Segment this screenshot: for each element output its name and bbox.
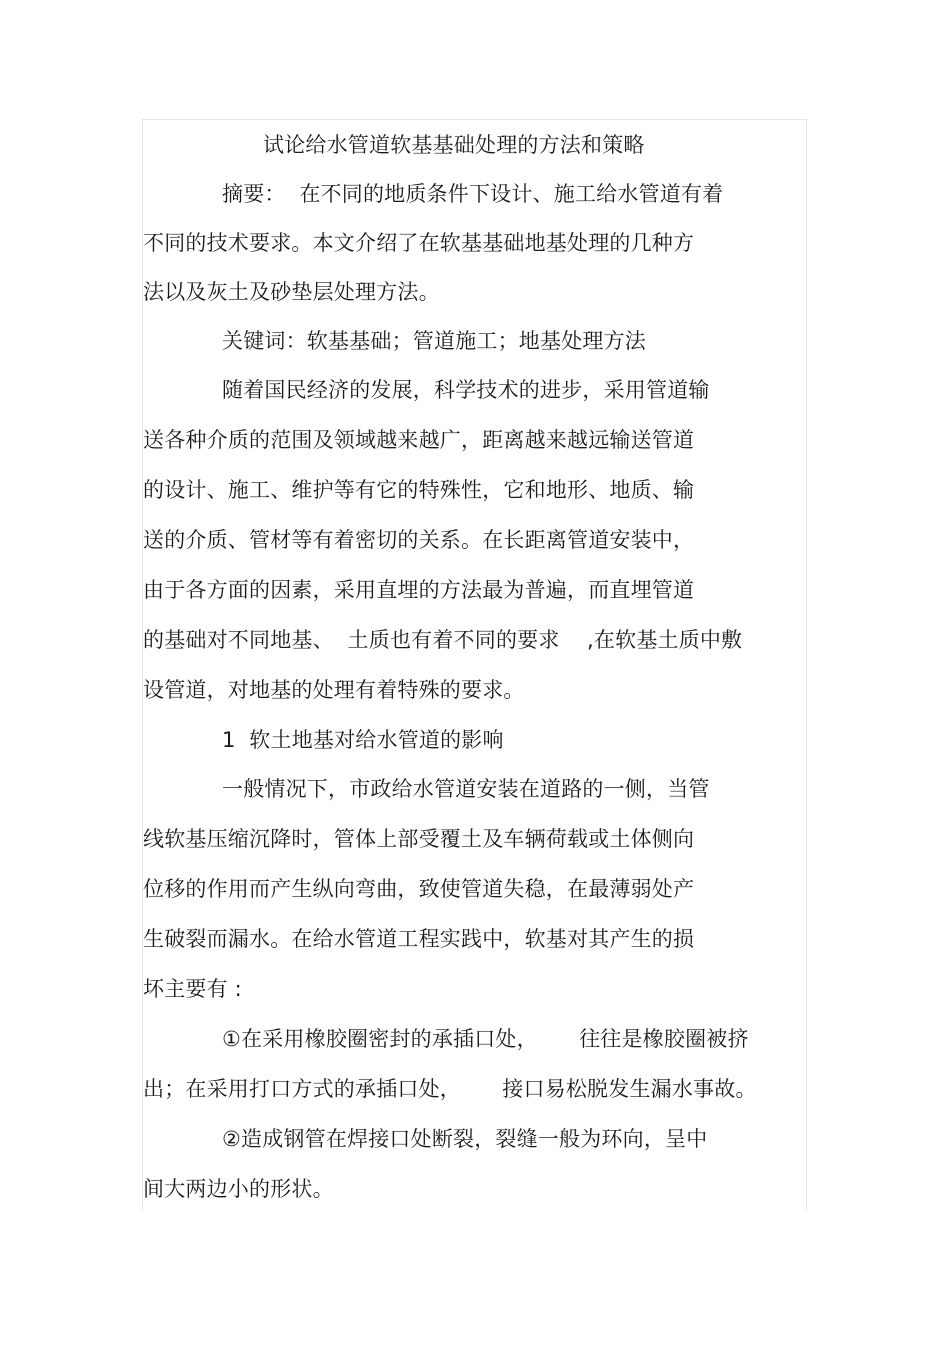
section-1-line-1: 一般情况下，市政给水管道安装在道路的一侧，当管 [222, 777, 710, 801]
abstract-line-1: 摘要： 在不同的地质条件下设计、施工给水管道有着 [222, 182, 724, 206]
item-2-line-2: 间大两边小的形状。 [143, 1177, 334, 1201]
section-heading-1: 1 软土地基对给水管道的影响 [222, 728, 504, 752]
abstract-line-2: 不同的技术要求。本文介绍了在软基基础地基处理的几种方 [143, 231, 695, 255]
intro-line-6: 的基础对不同地基、 土质也有着不同的要求 ,在软基土质中敷 [143, 628, 743, 652]
item-1-line-2: 出；在采用打口方式的承插口处， 接口易松脱发生漏水事故。 [143, 1077, 757, 1101]
abstract-line-3: 法以及灰土及砂垫层处理方法。 [143, 280, 440, 304]
intro-line-1: 随着国民经济的发展，科学技术的进步，采用管道输 [222, 378, 710, 402]
page-title: 试论给水管道软基基础处理的方法和策略 [263, 133, 645, 157]
intro-line-5: 由于各方面的因素，采用直埋的方法最为普遍，而直埋管道 [143, 578, 695, 602]
intro-line-2: 送各种介质的范围及领域越来越广，距离越来越远输送管道 [143, 428, 695, 452]
section-1-line-3: 位移的作用而产生纵向弯曲，致使管道失稳，在最薄弱处产 [143, 877, 695, 901]
intro-line-3: 的设计、施工、维护等有它的特殊性，它和地形、地质、输 [143, 478, 695, 502]
item-2-line-1: ②造成钢管在焊接口处断裂，裂缝一般为环向，呈中 [222, 1127, 708, 1151]
intro-line-4: 送的介质、管材等有着密切的关系。在长距离管道安装中， [143, 528, 695, 552]
section-1-line-4: 生破裂而漏水。在给水管道工程实践中，软基对其产生的损 [143, 927, 695, 951]
intro-line-7: 设管道，对地基的处理有着特殊的要求。 [143, 678, 525, 702]
section-1-line-5: 坏主要有 : [143, 977, 242, 1001]
item-1-line-1: ①在采用橡胶圈密封的承插口处， 往往是橡胶圈被挤 [222, 1027, 749, 1051]
keywords-line: 关键词：软基基础；管道施工；地基处理方法 [222, 329, 646, 353]
section-1-line-2: 线软基压缩沉降时，管体上部受覆土及车辆荷载或土体侧向 [143, 827, 695, 851]
